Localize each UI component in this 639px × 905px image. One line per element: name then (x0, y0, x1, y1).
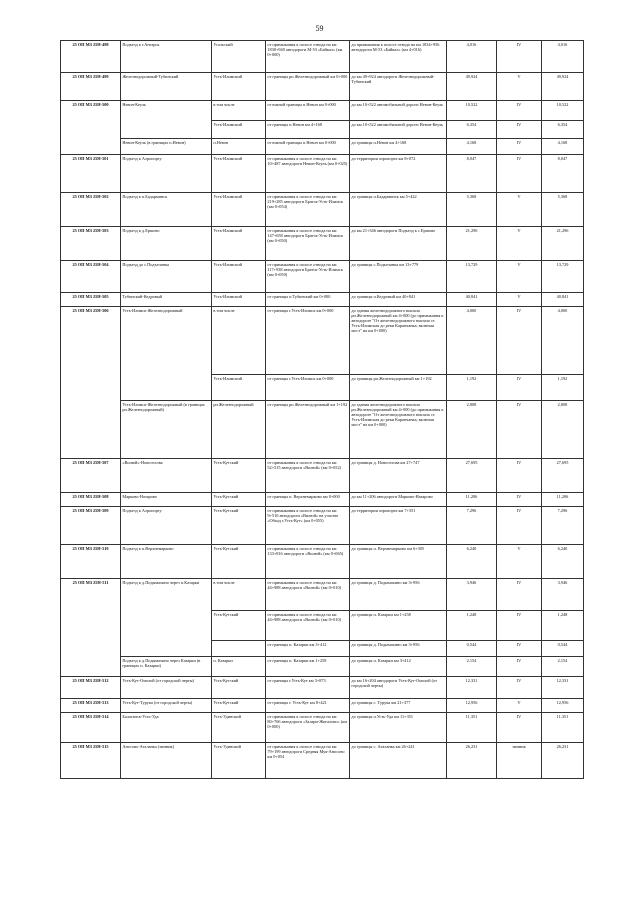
category-cell: IV (497, 139, 542, 155)
end-point-cell: до границы рп.Железнодорожный км 1+192 (350, 375, 447, 401)
total-length-cell: 13,729 (542, 261, 584, 293)
table-row (61, 307, 584, 375)
table-row (61, 227, 584, 261)
start-point-cell: от примыкания к полосе отвода на км 44+988 автодороги «Вилюй» (км 0+010) (266, 611, 350, 641)
district-cell: п.Невон (212, 139, 266, 155)
district-cell: Усть-Илимский (212, 227, 266, 261)
road-name-cell: Невон-Кеуль (в границах п.Невон) (121, 139, 212, 155)
road-name-cell: Подъезд к д.Подымахино через Казарки (в границах п. Казарки) (121, 657, 212, 677)
start-point-cell: от границы рп.Железнодорожный км 0+000 (266, 73, 350, 101)
district-cell: в том числе (212, 307, 266, 375)
end-point-cell: до границы с. Турука км 21+377 (350, 699, 447, 713)
category-cell: IV (497, 375, 542, 401)
start-point-cell: от границы г.Усть-Кут км 3+873 (266, 677, 350, 699)
length-cell: 1,192 (447, 375, 497, 401)
end-point-cell: до границы д. Подымахино км 3+956 (350, 641, 447, 657)
total-length-cell: 12,956 (542, 699, 584, 713)
length-cell: 11,206 (447, 493, 497, 507)
road-code-cell: 25 ОП МЗ 25Н-511 (61, 579, 121, 677)
start-point-cell: от примыкания к полосе отвода на км 52+515 автодороги «Вилюй» (км 0+052) (266, 459, 350, 493)
category-cell: IV (497, 41, 542, 73)
table-row (61, 699, 584, 713)
road-name-cell: Подъезд до с.Подъеланка (121, 261, 212, 293)
table-row (61, 743, 584, 779)
category-cell: V (497, 193, 542, 227)
total-length-cell: 2,808 (542, 401, 584, 459)
category-cell: зимник (497, 743, 542, 779)
start-point-cell: от границы п.Невон км 4+168 (266, 121, 350, 139)
category-cell: IV (497, 657, 542, 677)
start-point-cell: от границы г.Усть-Илимск км 0+000 (266, 307, 350, 375)
district-cell: Усть-Кутский (212, 507, 266, 545)
length-cell: 6,354 (447, 121, 497, 139)
start-point-cell: от примыкания к полосе отвода на км 44+988 автодороги «Вилюй» (км 0+010) (266, 579, 350, 611)
road-code-cell: 25 ОП МЗ 25Н-503 (61, 227, 121, 261)
total-length-cell: 6,354 (542, 121, 584, 139)
start-point-cell: от примыкания к полосе отвода на км 1830+940 автодороги М-53 «Байкал» (км 0+000) (266, 41, 350, 73)
total-length-cell: 4,016 (542, 41, 584, 73)
start-point-cell: от южной границы п.Невон км 0+000 (266, 101, 350, 121)
end-point-cell: до границы п. Казарки км 3+412 (350, 657, 447, 677)
length-cell: 13,729 (447, 261, 497, 293)
length-cell: 12,956 (447, 699, 497, 713)
length-cell: 6,240 (447, 545, 497, 579)
total-length-cell: 27,695 (542, 459, 584, 493)
district-cell: Усть-Кутский (212, 677, 266, 699)
start-point-cell: от примыкания к полосе отвода на км 80+766 автодороги «Залари-Жигалово» (км 0+000) (266, 713, 350, 743)
end-point-cell: до границы п. Казарки км 1+258 (350, 611, 447, 641)
road-code-cell: 25 ОП МЗ 25Н-512 (61, 677, 121, 699)
length-cell: 8,047 (447, 155, 497, 193)
total-length-cell: 49,924 (542, 73, 584, 101)
table-row (61, 507, 584, 545)
road-name-cell: Подъезд к д.Подымахино через п.Казарки (121, 579, 212, 657)
district-cell: в том числе (212, 101, 266, 121)
table-row (61, 293, 584, 307)
table-row (61, 401, 584, 459)
length-cell: 11,351 (447, 713, 497, 743)
road-code-cell: 25 ОП МЗ 25Н-498 (61, 41, 121, 73)
table-row (61, 713, 584, 743)
table-row (61, 193, 584, 227)
length-cell: 1,248 (447, 611, 497, 641)
road-name-cell: Железнодорожный-Тубинский (121, 73, 212, 101)
length-cell: 26,231 (447, 743, 497, 779)
district-cell: Усть-Илимский (212, 73, 266, 101)
road-name-cell: Усть-Илимск-Железнодорожный (121, 307, 212, 401)
start-point-cell: от границы г.Усть-Илимск км 0+000 (266, 375, 350, 401)
category-cell: V (497, 73, 542, 101)
district-cell: п. Казарки (212, 657, 266, 677)
end-point-cell: до здания железнодорожного вокзала рп.Железнодорожный км 4+000 (до примыкания к автодороге "От железнодорожного вокзала ст. Усть-Илимская до реки Карапчанка, включая мост" на км 0+000) (350, 307, 447, 375)
district-cell: Усть-Илимский (212, 155, 266, 193)
roads-table (60, 40, 584, 779)
road-name-cell: Балаганск-Усть-Уда (121, 713, 212, 743)
total-length-cell: 6,240 (542, 545, 584, 579)
start-point-cell: от границы п.Тубинский км 0+000 (266, 293, 350, 307)
end-point-cell: до границы п.Кедровый км 40+841 (350, 293, 447, 307)
length-cell: 0,544 (447, 641, 497, 657)
end-point-cell: до примыкания к полосе отвода на км 1834+956 автодороги М-53 «Байкал» (км 4+016) (350, 41, 447, 73)
total-length-cell: 0,544 (542, 641, 584, 657)
road-code-cell: 25 ОП МЗ 25Н-515 (61, 743, 121, 779)
length-cell: 4,168 (447, 139, 497, 155)
table-row (61, 579, 584, 611)
road-code-cell: 25 ОП МЗ 25Н-501 (61, 155, 121, 193)
total-length-cell: 26,231 (542, 743, 584, 779)
road-name-cell: Подъезд к п.Верхнемарково (121, 545, 212, 579)
category-cell: V (497, 293, 542, 307)
district-cell: Усть-Илимский (212, 293, 266, 307)
category-cell: V (497, 545, 542, 579)
length-cell: 4,016 (447, 41, 497, 73)
road-code-cell: 25 ОП МЗ 25Н-513 (61, 699, 121, 713)
total-length-cell: 7,296 (542, 507, 584, 545)
end-point-cell: до границы с. Аталанка км 26+241 (350, 743, 447, 779)
end-point-cell: до границы д. Новоселова км 27+747 (350, 459, 447, 493)
total-length-cell: 11,206 (542, 493, 584, 507)
total-length-cell: 4,168 (542, 139, 584, 155)
road-code-cell: 25 ОП МЗ 25Н-510 (61, 545, 121, 579)
start-point-cell: от границы г. Усть-Кут км 8+421 (266, 699, 350, 713)
district-cell: Усть-Илимский (212, 193, 266, 227)
category-cell: IV (497, 579, 542, 611)
total-length-cell: 5,368 (542, 193, 584, 227)
end-point-cell: до территории аэропорта км 8+072 (350, 155, 447, 193)
district-cell: Усть-Илимский (212, 375, 266, 401)
road-name-cell: Усть-Илимск-Железнодорожный (в границах рп.Железнодорожный) (121, 401, 212, 459)
end-point-cell: до км 10+522 автомобильной дороги Невон-Кеуль (350, 101, 447, 121)
table-row (61, 459, 584, 493)
length-cell: 5,368 (447, 193, 497, 227)
category-cell: IV (497, 155, 542, 193)
total-length-cell: 1,192 (542, 375, 584, 401)
road-name-cell: Подъезд к Аэропорту (121, 155, 212, 193)
table-row (61, 155, 584, 193)
start-point-cell: от границы рп.Железнодорожный км 1+192 (266, 401, 350, 459)
start-point-cell: от примыкания к полосе отвода на км 147+658 автодороги Братск-Усть-Илимск (км 0+050) (266, 227, 350, 261)
length-cell: 7,296 (447, 507, 497, 545)
end-point-cell: до границы п.Невон км 4+168 (350, 139, 447, 155)
table-row (61, 261, 584, 293)
road-code-cell: 25 ОП МЗ 25Н-504 (61, 261, 121, 293)
district-cell: Усть-Илимский (212, 261, 266, 293)
district-cell: Усть-Кутский (212, 699, 266, 713)
road-code-cell: 25 ОП МЗ 25Н-500 (61, 101, 121, 155)
road-name-cell: Невон-Кеуль (121, 101, 212, 139)
category-cell: IV (497, 677, 542, 699)
end-point-cell: до границы д. Подымахино км 3+956 (350, 579, 447, 611)
category-cell: V (497, 699, 542, 713)
district-cell: Усть-Кутский (212, 459, 266, 493)
total-length-cell: 12,331 (542, 677, 584, 699)
end-point-cell: до здания железнодорожного вокзала рп.Железнодорожный км 4+000 (до примыкания к автодороге "От железнодорожного вокзала ст. Усть-Илимская до реки Карапчанка, включая мост" на км 0+000) (350, 401, 447, 459)
start-point-cell: от примыкания к полосе отвода на км 79+199 автодороги Средняя Муя-Аносово км 0+054 (266, 743, 350, 779)
start-point-cell: от примыкания к полосе отвода на км 133+816 автодороги «Вилюй» (км 0+065) (266, 545, 350, 579)
start-point-cell: от границы п. Казарки км 1+258 (266, 657, 350, 677)
district-cell: Усть-Кутский (212, 611, 266, 641)
road-name-cell: Подъезд к Аэропорту (121, 507, 212, 545)
total-length-cell: 2,154 (542, 657, 584, 677)
start-point-cell: от границы п. Верхнемарково км 0+000 (266, 493, 350, 507)
road-code-cell: 25 ОП МЗ 25Н-502 (61, 193, 121, 227)
district-cell: Усть-Удинский (212, 743, 266, 779)
road-name-cell: «Вилюй»-Новоселова (121, 459, 212, 493)
length-cell: 12,331 (447, 677, 497, 699)
road-code-cell: 25 ОП МЗ 25Н-509 (61, 507, 121, 545)
length-cell: 27,695 (447, 459, 497, 493)
start-point-cell: от примыкания к полосе отвода на км 9+510 автодороги «Вилюй» на участке «Обход г.Усть-Кут» (км 0+055) (266, 507, 350, 545)
total-length-cell: 11,351 (542, 713, 584, 743)
road-name-cell: Подъезд к г.Ангарск (121, 41, 212, 73)
category-cell: IV (497, 459, 542, 493)
start-point-cell: от границы п. Казарки км 3+412 (266, 641, 350, 657)
category-cell: V (497, 261, 542, 293)
road-code-cell: 25 ОП МЗ 25Н-507 (61, 459, 121, 493)
table-row (61, 73, 584, 101)
end-point-cell: до км 10+522 автомобильной дороги Невон-Кеуль (350, 121, 447, 139)
end-point-cell: до км 21+346 автодороги Подъезд к с.Ершово (350, 227, 447, 261)
page-number: 59 (315, 24, 324, 33)
total-length-cell: 1,248 (542, 611, 584, 641)
end-point-cell: до границы с.Подъеланка км 13+779 (350, 261, 447, 293)
district-cell: рп.Железнодорожный (212, 401, 266, 459)
category-cell: IV (497, 641, 542, 657)
road-code-cell: 25 ОП МЗ 25Н-514 (61, 713, 121, 743)
length-cell: 3,946 (447, 579, 497, 611)
length-cell: 49,924 (447, 73, 497, 101)
category-cell: IV (497, 121, 542, 139)
road-name-cell: Подъезд к д.Ершово (121, 227, 212, 261)
category-cell: IV (497, 713, 542, 743)
table-row (61, 677, 584, 699)
table-row (61, 41, 584, 73)
category-cell: IV (497, 307, 542, 375)
end-point-cell: до км 11+206 автодороги Марково-Назарово (350, 493, 447, 507)
start-point-cell: от примыкания к полосе отвода на км 117+938 автодороги Братск-Усть-Илимск (км 0+050) (266, 261, 350, 293)
category-cell: IV (497, 101, 542, 121)
road-code-cell: 25 ОП МЗ 25Н-508 (61, 493, 121, 507)
end-point-cell: до границы п.Усть-Уда км 11+351 (350, 713, 447, 743)
category-cell: IV (497, 401, 542, 459)
table-row (61, 657, 584, 677)
road-name-cell: Тубинский-Кедровый (121, 293, 212, 307)
table-row (61, 545, 584, 579)
district-cell: Усольский (212, 41, 266, 73)
district-cell: Усть-Кутский (212, 493, 266, 507)
start-point-cell: от южной границы п.Невон км 0+000 (266, 139, 350, 155)
road-code-cell: 25 ОП МЗ 25Н-499 (61, 73, 121, 101)
length-cell: 21,296 (447, 227, 497, 261)
end-point-cell: до км 49+924 автодороги Железнодорожный-Тубинский (350, 73, 447, 101)
length-cell: 2,808 (447, 401, 497, 459)
road-name-cell: Усть-Кут-Турука (от городской черты) (121, 699, 212, 713)
length-cell: 10,522 (447, 101, 497, 121)
end-point-cell: до границы п.Бадарминск км 5+422 (350, 193, 447, 227)
total-length-cell: 40,841 (542, 293, 584, 307)
total-length-cell: 3,946 (542, 579, 584, 611)
end-point-cell: до границы п. Верхнемарково км 6+305 (350, 545, 447, 579)
category-cell: IV (497, 611, 542, 641)
category-cell: V (497, 227, 542, 261)
road-code-cell: 25 ОП МЗ 25Н-505 (61, 293, 121, 307)
district-cell: Усть-Удинский (212, 713, 266, 743)
table-row (61, 101, 584, 121)
road-name-cell: Аносово-Аталанка (зимник) (121, 743, 212, 779)
road-code-cell: 25 ОП МЗ 25Н-506 (61, 307, 121, 459)
total-length-cell: 8,047 (542, 155, 584, 193)
end-point-cell: до км 16+204 автодороги Усть-Кут-Омолой (от городской черты) (350, 677, 447, 699)
district-cell (212, 641, 266, 657)
district-cell: Усть-Кутский (212, 545, 266, 579)
length-cell: 2,154 (447, 657, 497, 677)
category-cell: IV (497, 507, 542, 545)
start-point-cell: от примыкания к полосе отвода на км 219+285 автодороги Братск-Усть-Илимск (км 0+054) (266, 193, 350, 227)
district-cell: в том числе (212, 579, 266, 611)
length-cell: 4,000 (447, 307, 497, 375)
road-name-cell: Марково-Назарово (121, 493, 212, 507)
table-row (61, 493, 584, 507)
total-length-cell: 10,522 (542, 101, 584, 121)
length-cell: 40,841 (447, 293, 497, 307)
road-name-cell: Подъезд к п.Бадарминск (121, 193, 212, 227)
start-point-cell: от примыкания к полосе отвода на км 10+487 автодороги Невон-Кеуль (км 0+025) (266, 155, 350, 193)
table-row (61, 139, 584, 155)
end-point-cell: до территории аэропорта км 7+351 (350, 507, 447, 545)
category-cell: IV (497, 493, 542, 507)
district-cell: Усть-Илимский (212, 121, 266, 139)
total-length-cell: 4,000 (542, 307, 584, 375)
road-name-cell: Усть-Кут-Омолой (от городской черты) (121, 677, 212, 699)
total-length-cell: 21,296 (542, 227, 584, 261)
